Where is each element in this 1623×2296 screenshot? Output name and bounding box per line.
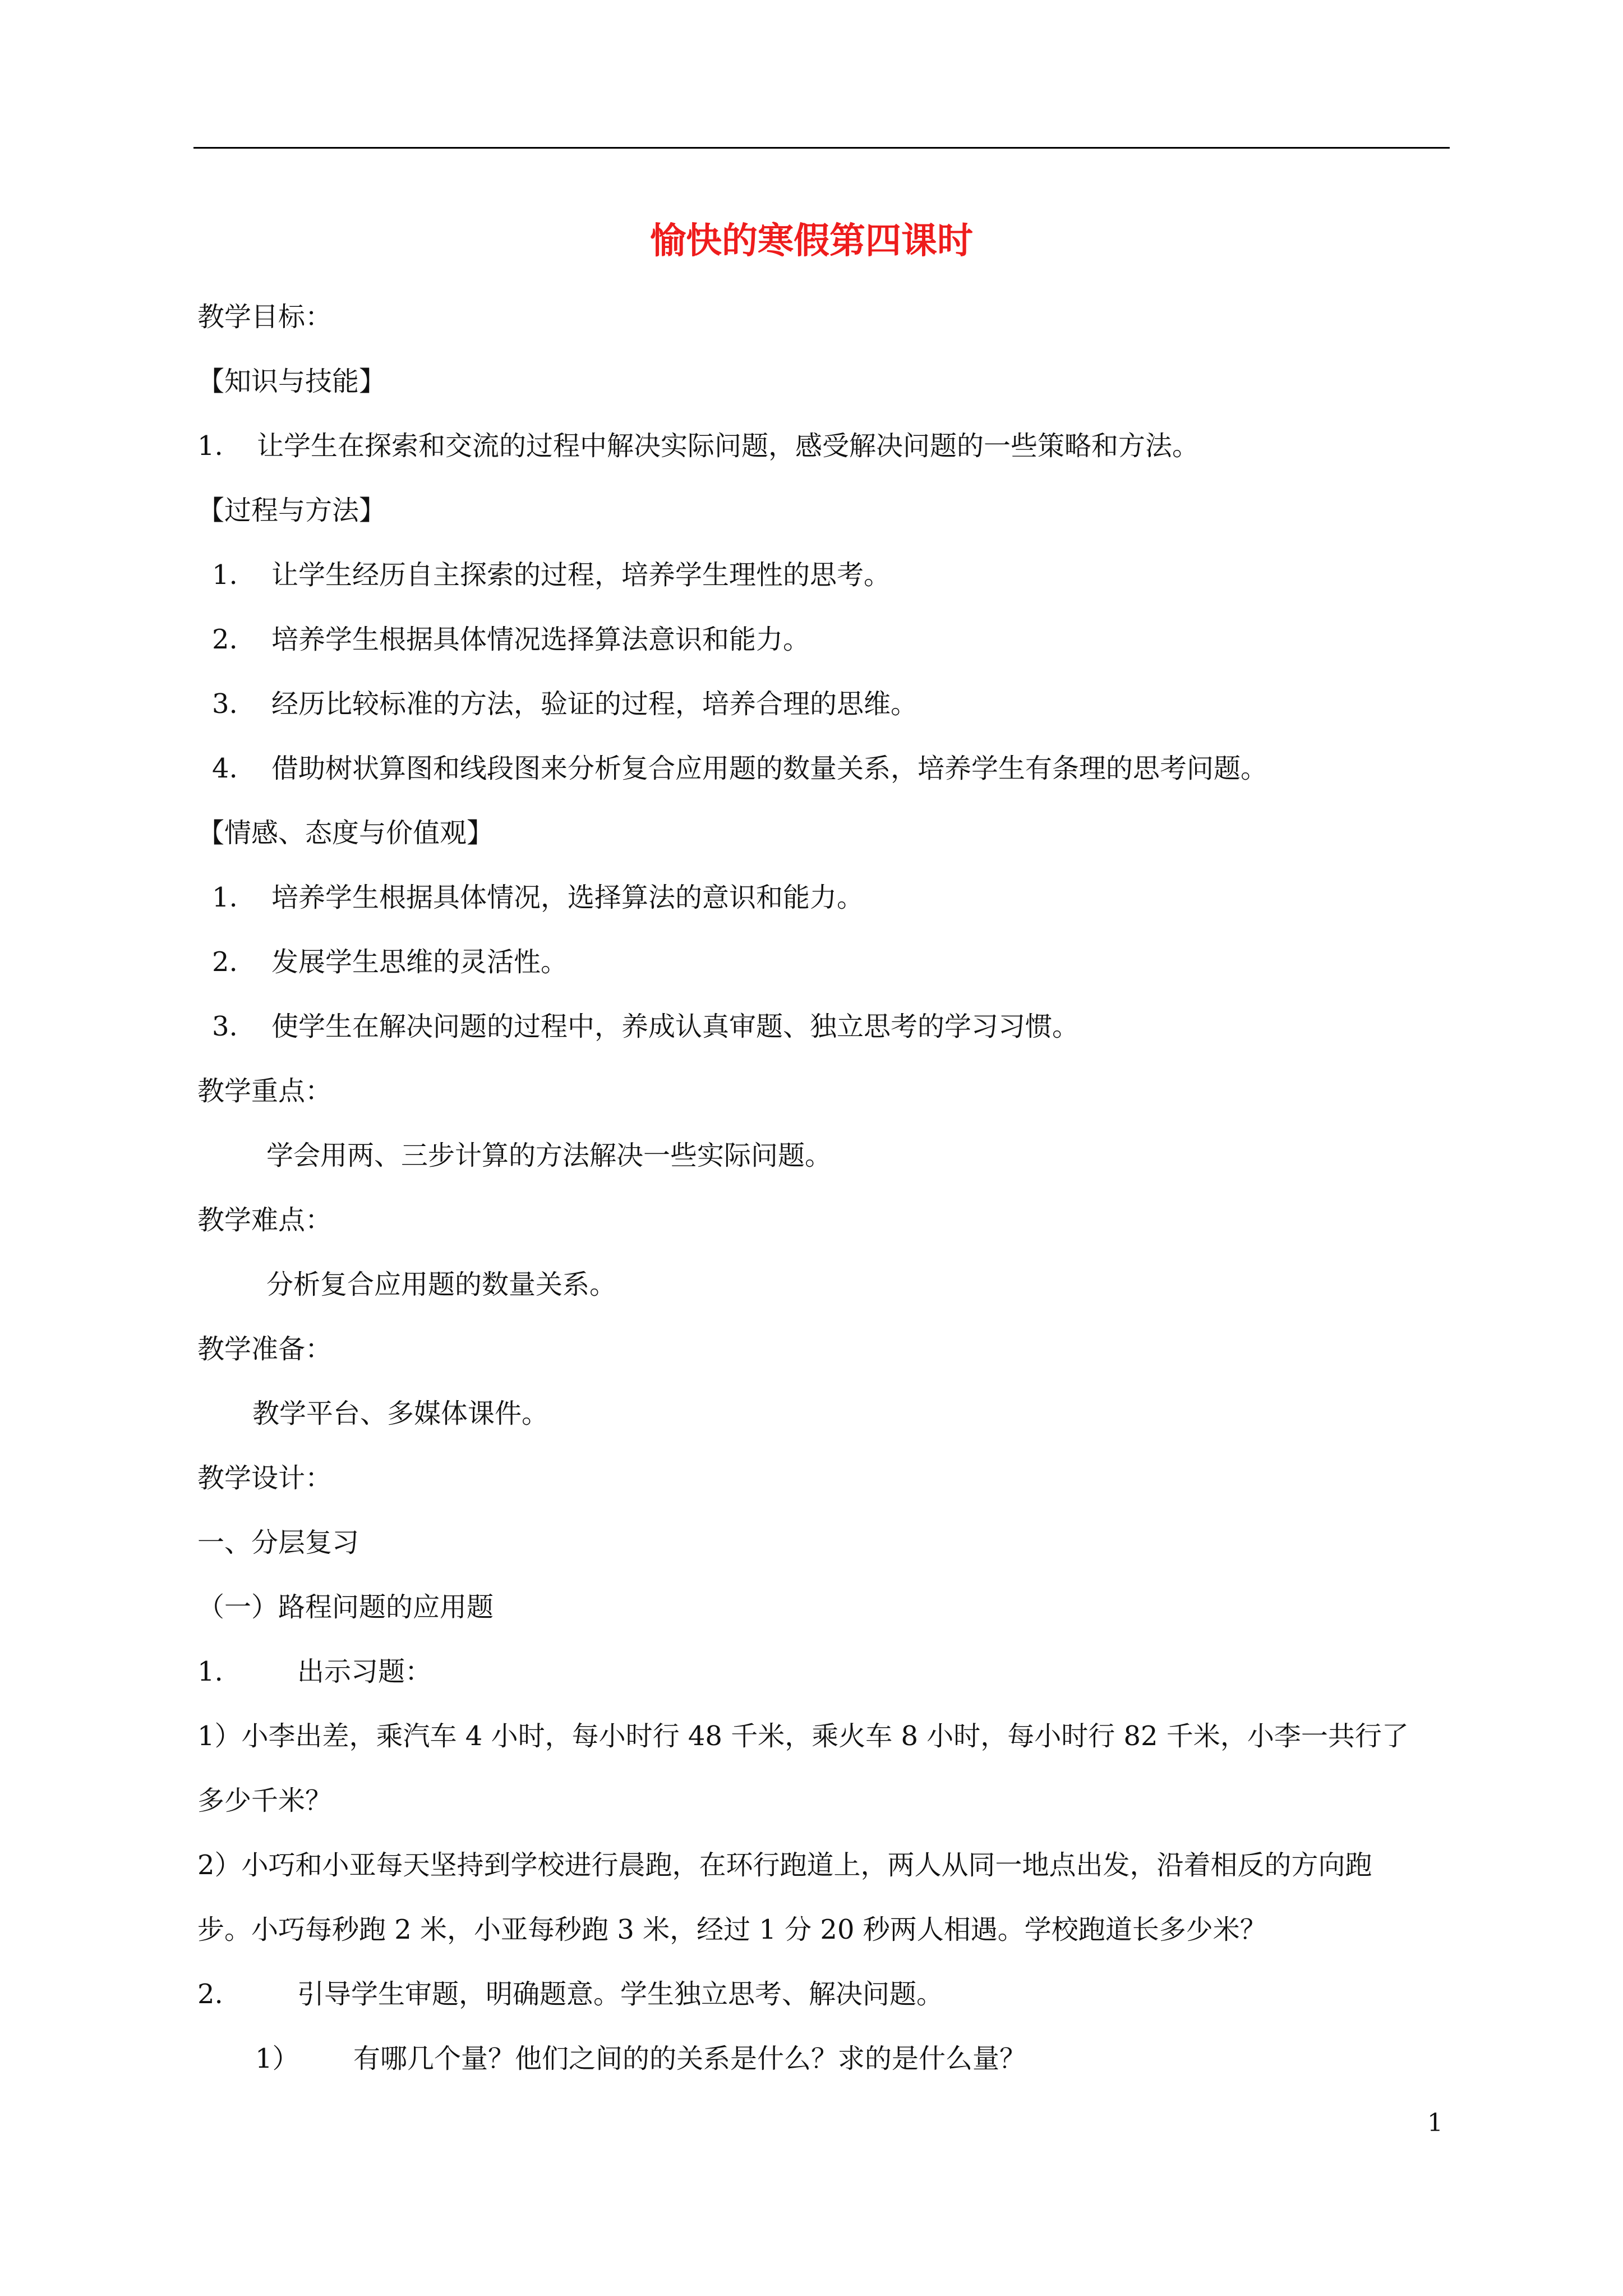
preparation-heading: 教学准备： (197, 1333, 333, 1365)
item-number: 2. (212, 624, 238, 655)
item-text: 发展学生思维的灵活性。 (271, 946, 568, 978)
preparation-text: 教学平台、多媒体课件。 (252, 1398, 549, 1429)
difficulty-heading: 教学难点： (197, 1204, 333, 1236)
emotion-item (212, 1007, 1079, 1046)
process-item (212, 684, 917, 724)
question-item (255, 2039, 1026, 2078)
subsection-heading: （一）路程问题的应用题 (197, 1591, 494, 1623)
key-points-text: 学会用两、三步计算的方法解决一些实际问题。 (266, 1140, 832, 1171)
item-text: 培养学生根据具体情况选择算法意识和能力。 (271, 624, 810, 655)
item-text: 使学生在解决问题的过程中，养成认真审题、独立思考的学习习惯。 (271, 1011, 1080, 1042)
item-text: 引导学生审题，明确题意。学生独立思考、解决问题。 (297, 1978, 944, 2010)
problem-2-line-1: 2）小巧和小亚每天坚持到学校进行晨跑，在环行跑道上，两人从同一地点出发，沿着相反的方向跑 (197, 1849, 1372, 1881)
item-number: 2. (212, 946, 238, 978)
item-number: 1） (255, 2043, 299, 2074)
item-text: 让学生经历自主探索的过程，培养学生理性的思考。 (271, 559, 891, 591)
key-points-heading: 教学重点： (197, 1075, 333, 1107)
item-number: 1. (197, 430, 223, 462)
problem-1-line-1: 1）小李出差，乘汽车 4 小时，每小时行 48 千米，乘火车 8 小时，每小时行 82 千米，小李一共行了 (197, 1720, 1409, 1752)
emotion-item (212, 942, 568, 982)
page-number: 1 (1427, 2109, 1443, 2137)
step-item (197, 1652, 432, 1691)
process-heading: 【过程与方法】 (197, 495, 386, 526)
process-item (212, 555, 891, 595)
item-number: 3. (212, 688, 238, 720)
design-heading: 教学设计： (197, 1462, 333, 1494)
item-number: 4. (212, 753, 238, 784)
emotion-heading: 【情感、态度与价值观】 (197, 817, 494, 849)
item-number: 1. (212, 882, 238, 913)
problem-2-line-2: 步。小巧每秒跑 2 米，小亚每秒跑 3 米，经过 1 分 20 秒两人相遇。学校跑道长多少米？ (197, 1914, 1267, 1945)
step-item (197, 1975, 943, 2014)
document-title: 愉快的寒假第四课时 (650, 220, 973, 262)
goals-heading: 教学目标： (197, 301, 333, 333)
header-rule (193, 147, 1450, 149)
process-item (212, 620, 810, 659)
difficulty-text: 分析复合应用题的数量关系。 (266, 1269, 617, 1300)
item-text: 出示习题： (297, 1656, 432, 1687)
item-text: 借助树状算图和线段图来分析复合应用题的数量关系，培养学生有条理的思考问题。 (271, 753, 1268, 784)
item-text: 经历比较标准的方法，验证的过程，培养合理的思维。 (271, 688, 918, 720)
item-text: 培养学生根据具体情况，选择算法的意识和能力。 (271, 882, 864, 913)
item-text: 有哪几个量？他们之间的的关系是什么？求的是什么量？ (353, 2043, 1027, 2074)
knowledge-item (197, 426, 1199, 466)
knowledge-heading: 【知识与技能】 (197, 366, 386, 397)
section-heading: 一、分层复习 (197, 1527, 359, 1558)
item-text: 让学生在探索和交流的过程中解决实际问题，感受解决问题的一些策略和方法。 (257, 430, 1200, 462)
item-number: 1. (212, 559, 238, 591)
item-number: 3. (212, 1011, 238, 1042)
item-number: 2. (197, 1978, 223, 2010)
item-number: 1. (197, 1656, 223, 1687)
emotion-item (212, 878, 864, 917)
process-item (212, 749, 1267, 788)
problem-1-line-2: 多少千米？ (197, 1785, 333, 1816)
